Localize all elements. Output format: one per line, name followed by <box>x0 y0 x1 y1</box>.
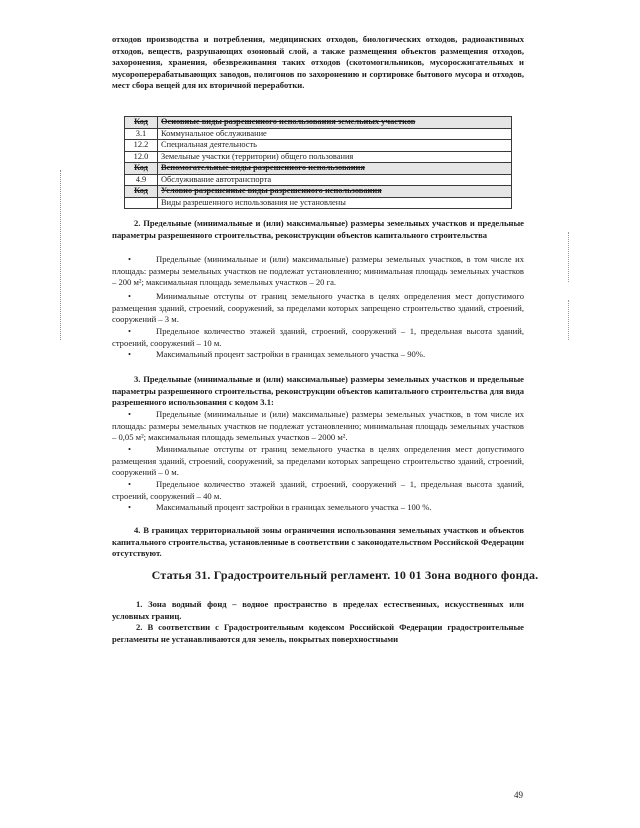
bullet-icon: • <box>128 349 132 359</box>
intro-paragraph: отходов производства и потребления, медицинских отходов, биологических отходов, радиоактивных отходов, веществ, разрушающих озоновый слой, а также размещения объектов размещения отходов, захоронения, хранения, обезвреживания таких отходов (скотомогильников, мусоросжигательных и мусороперерабатывающих заводов, полигонов по захоронению и сортировке бытового мусора и отходов, мест сбора вещей для их вторичной переработки. <box>112 34 524 90</box>
bullet-icon: • <box>128 444 132 454</box>
use-code-cell: 3.1 <box>125 128 158 140</box>
table-row <box>125 174 512 186</box>
scan-artifact <box>568 232 571 282</box>
section-3-item: Предельные (минимальные и (или) максимальные) размеры земельных участков, в том числе их площадь: размеры земельных участков не подлежат установлению; минимальная площадь земельных участков – 0,05 м²; максимальная площадь земельных участков – 2000 м². <box>112 409 524 442</box>
use-code-cell: Код <box>125 117 158 129</box>
use-code-cell <box>125 197 158 209</box>
article-item: 2. В соответствии с Градостроительным кодексом Российской Федерации градостроительные регламенты не устанавливаются для земель, покрытых поверхностными <box>112 622 524 644</box>
use-label-cell: Специальная деятельность <box>158 140 512 152</box>
use-label-cell: Земельные участки (территории) общего пользования <box>158 151 512 163</box>
bullet-icon: • <box>128 502 132 512</box>
use-code-cell: Код <box>125 186 158 198</box>
table-row <box>125 128 512 140</box>
page-number: 49 <box>514 790 523 800</box>
use-code-cell: 4.9 <box>125 174 158 186</box>
bullet-icon: • <box>128 479 132 489</box>
binding-margin-mark <box>60 170 71 340</box>
section-2-title: 2. Предельные (минимальные и (или) максимальные) размеры земельных участков и предельные параметры разрешенного строительства, реконструкции объектов капитального строительства <box>112 218 524 240</box>
section-2-item: Предельное количество этажей зданий, строений, сооружений – 1, предельная высота зданий, строений, сооружений – 10 м. <box>112 326 524 348</box>
use-code-cell: 12.0 <box>125 151 158 163</box>
permitted-use-table <box>124 116 512 209</box>
section-3-item: Предельное количество этажей зданий, строений, сооружений – 1, предельная высота зданий, строений, сооружений – 40 м. <box>112 479 524 501</box>
use-label-cell: Вспомогательные виды разрешенного использования <box>158 163 512 175</box>
section-3-item: Максимальный процент застройки в границах земельного участка – 100 %. <box>156 502 432 512</box>
table-row <box>125 163 512 175</box>
section-2-item: Минимальные отступы от границ земельного участка в целях определения мест допустимого размещения зданий, строений, сооружений, за пределами которых запрещено строительство зданий, строений, сооружений – 3 м. <box>112 291 524 324</box>
scan-artifact <box>568 300 571 340</box>
use-label-cell: Коммунальное обслуживание <box>158 128 512 140</box>
article-item: 1. Зона водный фонд – водное пространство в пределах естественных, искусственных или условных границ. <box>112 599 524 621</box>
bullet-icon: • <box>128 326 132 336</box>
bullet-icon: • <box>128 409 132 419</box>
bullet-icon: • <box>128 254 132 264</box>
section-3-title: 3. Предельные (минимальные и (или) максимальные) размеры земельных участков и предельные параметры разрешенного строительства, реконструкции объектов капитального строительства для вида разрешенного использования с кодом 3.1: <box>112 374 524 407</box>
table-row <box>125 186 512 198</box>
table-row <box>125 117 512 129</box>
table-row <box>125 151 512 163</box>
use-label-cell: Условно разрешенные виды разрешенного использования <box>158 186 512 198</box>
article-heading: Статья 31. Градостроительный регламент. 10 01 Зона водного фонда. <box>151 568 539 582</box>
section-2-item: Максимальный процент застройки в границах земельного участка – 90%. <box>156 349 426 359</box>
table-row <box>125 140 512 152</box>
section-2-item: Предельные (минимальные и (или) максимальные) размеры земельных участков, в том числе их площадь: размеры земельных участков не подлежат установлению; минимальная площадь земельных участков – 200 м²; максимальная площадь земельных участков – 20 га. <box>112 254 524 287</box>
section-3-item: Минимальные отступы от границ земельного участка в целях определения мест допустимого размещения зданий, строений, сооружений, за пределами которых запрещено строительство зданий, строений, сооружений – 0 м. <box>112 444 524 477</box>
use-label-cell: Виды разрешенного использования не установлены <box>158 197 512 209</box>
section-4-paragraph: 4. В границах территориальной зоны ограничения использования земельных участков и объектов капитального строительства, установленные в соответствии с законодательством Российской Федерации отсутствуют. <box>112 525 524 558</box>
bullet-icon: • <box>128 291 132 301</box>
use-code-cell: 12.2 <box>125 140 158 152</box>
table-row <box>125 197 512 209</box>
use-label-cell: Обслуживание автотранспорта <box>158 174 512 186</box>
use-code-cell: Код <box>125 163 158 175</box>
use-label-cell: Основные виды разрешенного использования земельных участков <box>158 117 512 129</box>
